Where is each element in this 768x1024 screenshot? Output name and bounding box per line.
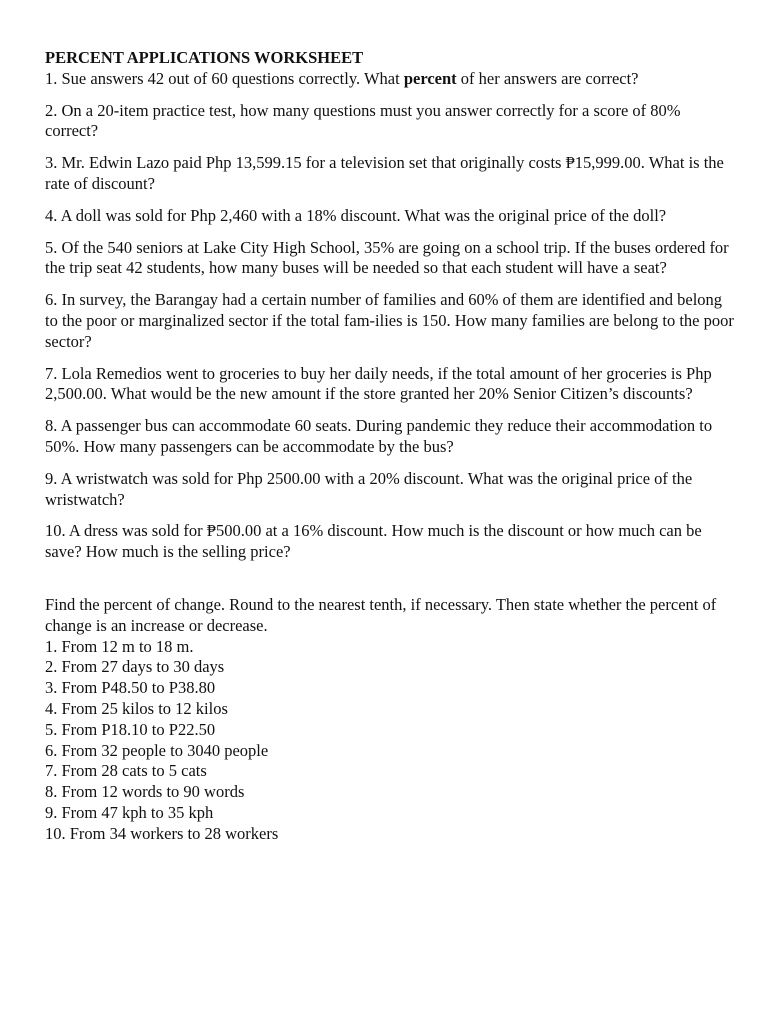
problem-8: 8. A passenger bus can accommodate 60 seats. During pandemic they reduce their accommodation to 50%. How many passengers can be accommodate by the bus? [45,416,713,456]
problem-10: 10. A dress was sold for ₱500.00 at a 16% discount. How much is the discount or how much can be save? How much is the selling price? [45,521,702,562]
change-item-2: 2. From 27 days to 30 days [45,657,225,677]
problem-3: 3. Mr. Edwin Lazo paid Php 13,599.15 for a television set that originally costs ₱15,999.00. What is the rate of discount? [45,153,724,193]
change-item-10: 10. From 34 workers to 28 workers [45,823,279,843]
worksheet-page [45,48,735,845]
problem-4: 4. A doll was sold for Php 2,460 with a 18% discount. What was the original price of the doll? [45,205,667,225]
worksheet-title: PERCENT APPLICATIONS WORKSHEET [45,48,364,67]
problem-6: 6. In survey, the Barangay had a certain number of families and 60% of them are identified and belong to the poor or marginalized sector if the total fam-ilies is 150. How many families are belong to the poor sector? [45,290,734,351]
change-item-5: 5. From P18.10 to P22.50 [45,719,216,739]
problem-1-bold-word: percent [403,68,457,88]
problem-1-text-end: of her answers are correct? [456,68,639,88]
change-item-6: 6. From 32 people to 3040 people [45,740,269,760]
change-item-9: 9. From 47 kph to 35 kph [45,802,214,822]
change-item-4: 4. From 25 kilos to 12 kilos [45,698,228,718]
percent-change-section [45,595,735,845]
word-problems-list [45,69,735,563]
problem-9: 9. A wristwatch was sold for Php 2500.00 with a 20% discount. What was the original price of the wristwatch? [45,468,693,509]
change-item-8: 8. From 12 words to 90 words [45,782,245,802]
problem-2: 2. On a 20-item practice test, how many questions must you answer correctly for a score of 80% correct? [45,100,681,141]
change-item-3: 3. From P48.50 to P38.80 [45,678,216,698]
change-item-1: 1. From 12 m to 18 m. [45,636,194,656]
problem-1-text-start: 1. Sue answers 42 out of 60 questions correctly. What [45,68,404,88]
problem-1 [45,69,735,90]
change-item-7: 7. From 28 cats to 5 cats [45,761,207,781]
problem-5: 5. Of the 540 seniors at Lake City High School, 35% are going on a school trip. If the buses ordered for the trip seat 42 students, how many buses will be needed so that each student will have a seat? [45,237,729,278]
percent-change-instructions: Find the percent of change. Round to the nearest tenth, if necessary. Then state whether the percent of change is an increase or decrease. [45,594,717,635]
problem-7: 7. Lola Remedios went to groceries to buy her daily needs, if the total amount of her groceries is Php 2,500.00. What would be the new amount if the store granted her 20% Senior Citizen’s discounts? [45,363,712,404]
